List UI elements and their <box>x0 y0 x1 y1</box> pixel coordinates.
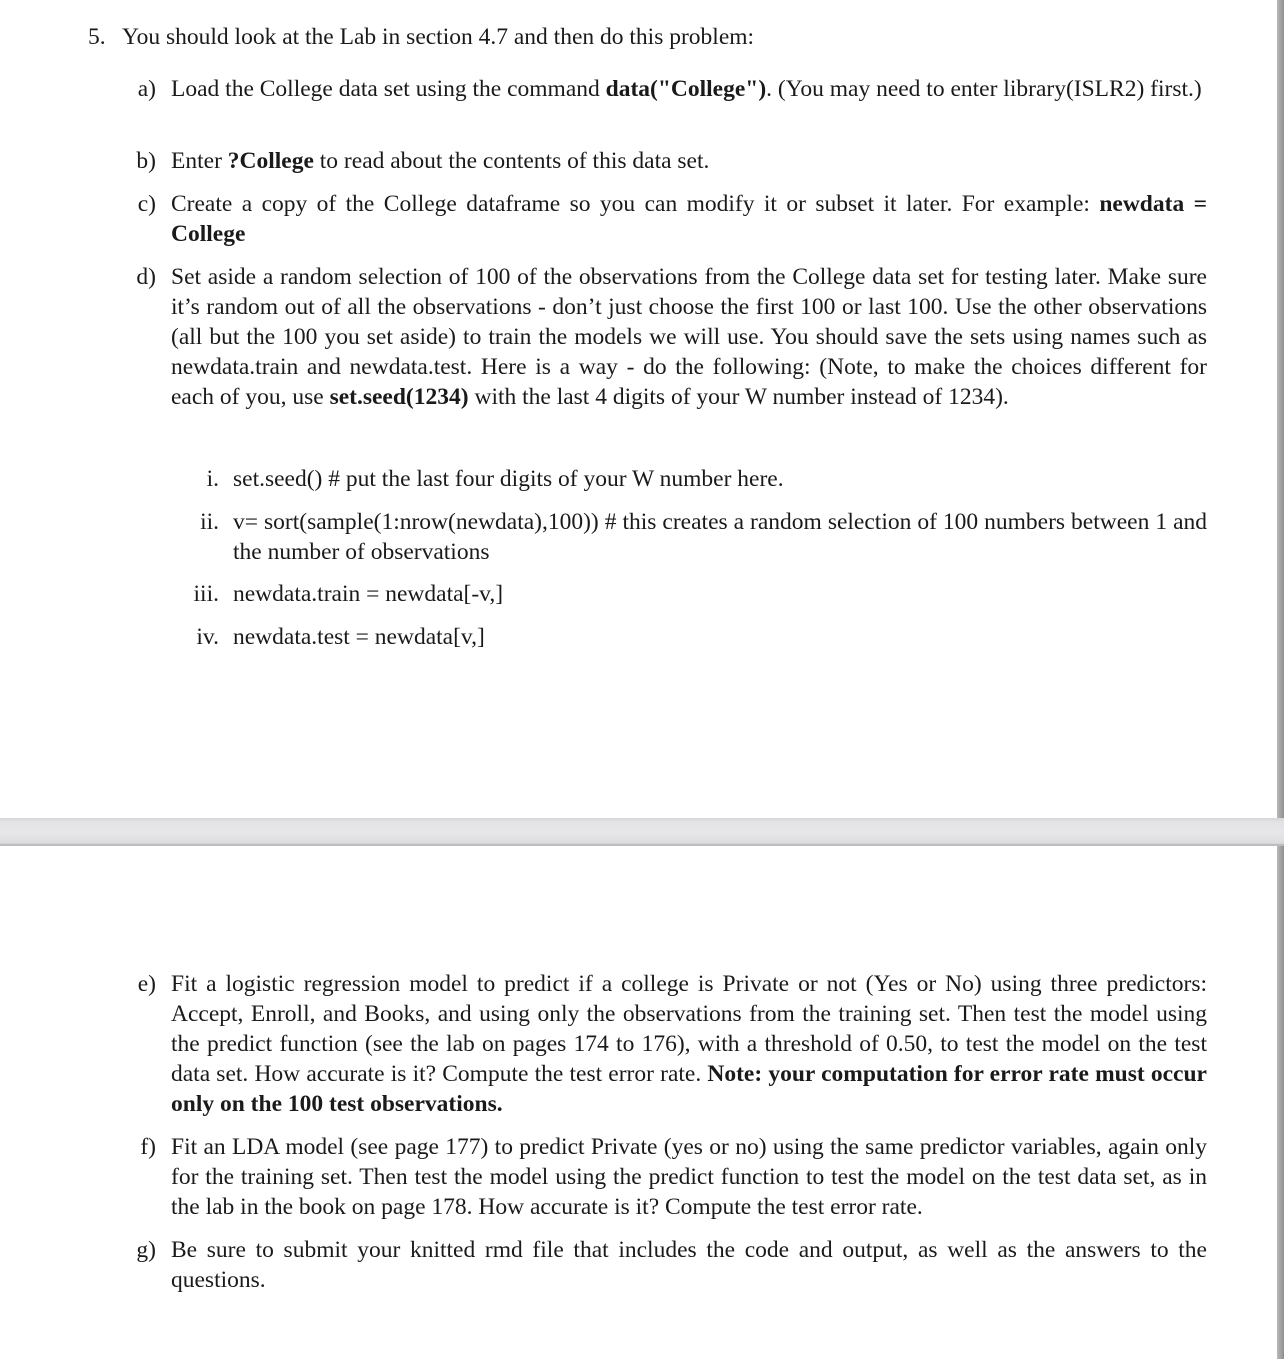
step-iv-label: iv. <box>196 624 219 650</box>
part-f-text: Fit an LDA model (see page 177) to predict Private (yes or no) using the same predictor variables, again only for the training set. Then test the model using the predict function to test the model on the test data set, as in the lab in the book on page 178. How accurate is it? Compute the test error rate. <box>171 1134 1207 1220</box>
part-a-label: a) <box>137 76 156 102</box>
part-e-text: Fit a logistic regression model to predict if a college is Private or not (Yes or No) using three predictors: Accept, Enroll, and Books, and using only the observations from the training set. Then test the model using the predict function (see the lab on pages 174 to 176), with a threshold of 0.50, to test the model on the test data set. How accurate is it? Compute the test error rate. Note: your computation for error rate must occur only on the 100 test observations. <box>171 971 1207 1117</box>
part-a-text: Load the College data set using the command data("College"). (You may need to enter library(ISLR2) first.) <box>171 76 1202 102</box>
step-ii-text: v= sort(sample(1:nrow(newdata),100)) # this creates a random selection of 100 numbers between 1 and the number of observations <box>233 509 1207 565</box>
part-e-label: e) <box>137 971 156 997</box>
part-d-text: Set aside a random selection of 100 of the observations from the College data set for testing later. Make sure it’s random out of all the observations - don’t just choose the first 100 or last 100. Use the other observations (all but the 100 you set aside) to train the models we will use. You should save the sets using names such as newdata.train and newdata.test. Here is a way - do the following: (Note, to make the choices different for each of you, use set.seed(1234) with the last 4 digits of your W number instead of 1234). <box>171 264 1207 410</box>
part-g-text: Be sure to submit your knitted rmd file that includes the code and output, as well as the answers to the questions. <box>171 1237 1207 1293</box>
part-f-label: f) <box>140 1134 156 1160</box>
step-iii-label: iii. <box>193 581 219 607</box>
step-iii-text: newdata.train = newdata[-v,] <box>233 581 504 607</box>
page-break-gap <box>0 818 1284 846</box>
question-number: 5. <box>88 24 106 50</box>
question-intro: You should look at the Lab in section 4.7 and then do this problem: <box>122 24 755 50</box>
part-g-label: g) <box>136 1237 156 1263</box>
part-d-label: d) <box>136 264 156 290</box>
part-c-label: c) <box>137 191 156 217</box>
part-b-text: Enter ?College to read about the contents of this data set. <box>171 148 710 174</box>
step-ii-label: ii. <box>200 509 219 535</box>
step-iv-text: newdata.test = newdata[v,] <box>233 624 485 650</box>
part-c-text: Create a copy of the College dataframe so you can modify it or subset it later. For example: newdata = College <box>171 191 1207 247</box>
part-b-label: b) <box>136 148 156 174</box>
step-i-label: i. <box>206 466 219 492</box>
step-i-text: set.seed() # put the last four digits of your W number here. <box>233 466 784 492</box>
page-right-edge <box>1277 0 1284 1359</box>
